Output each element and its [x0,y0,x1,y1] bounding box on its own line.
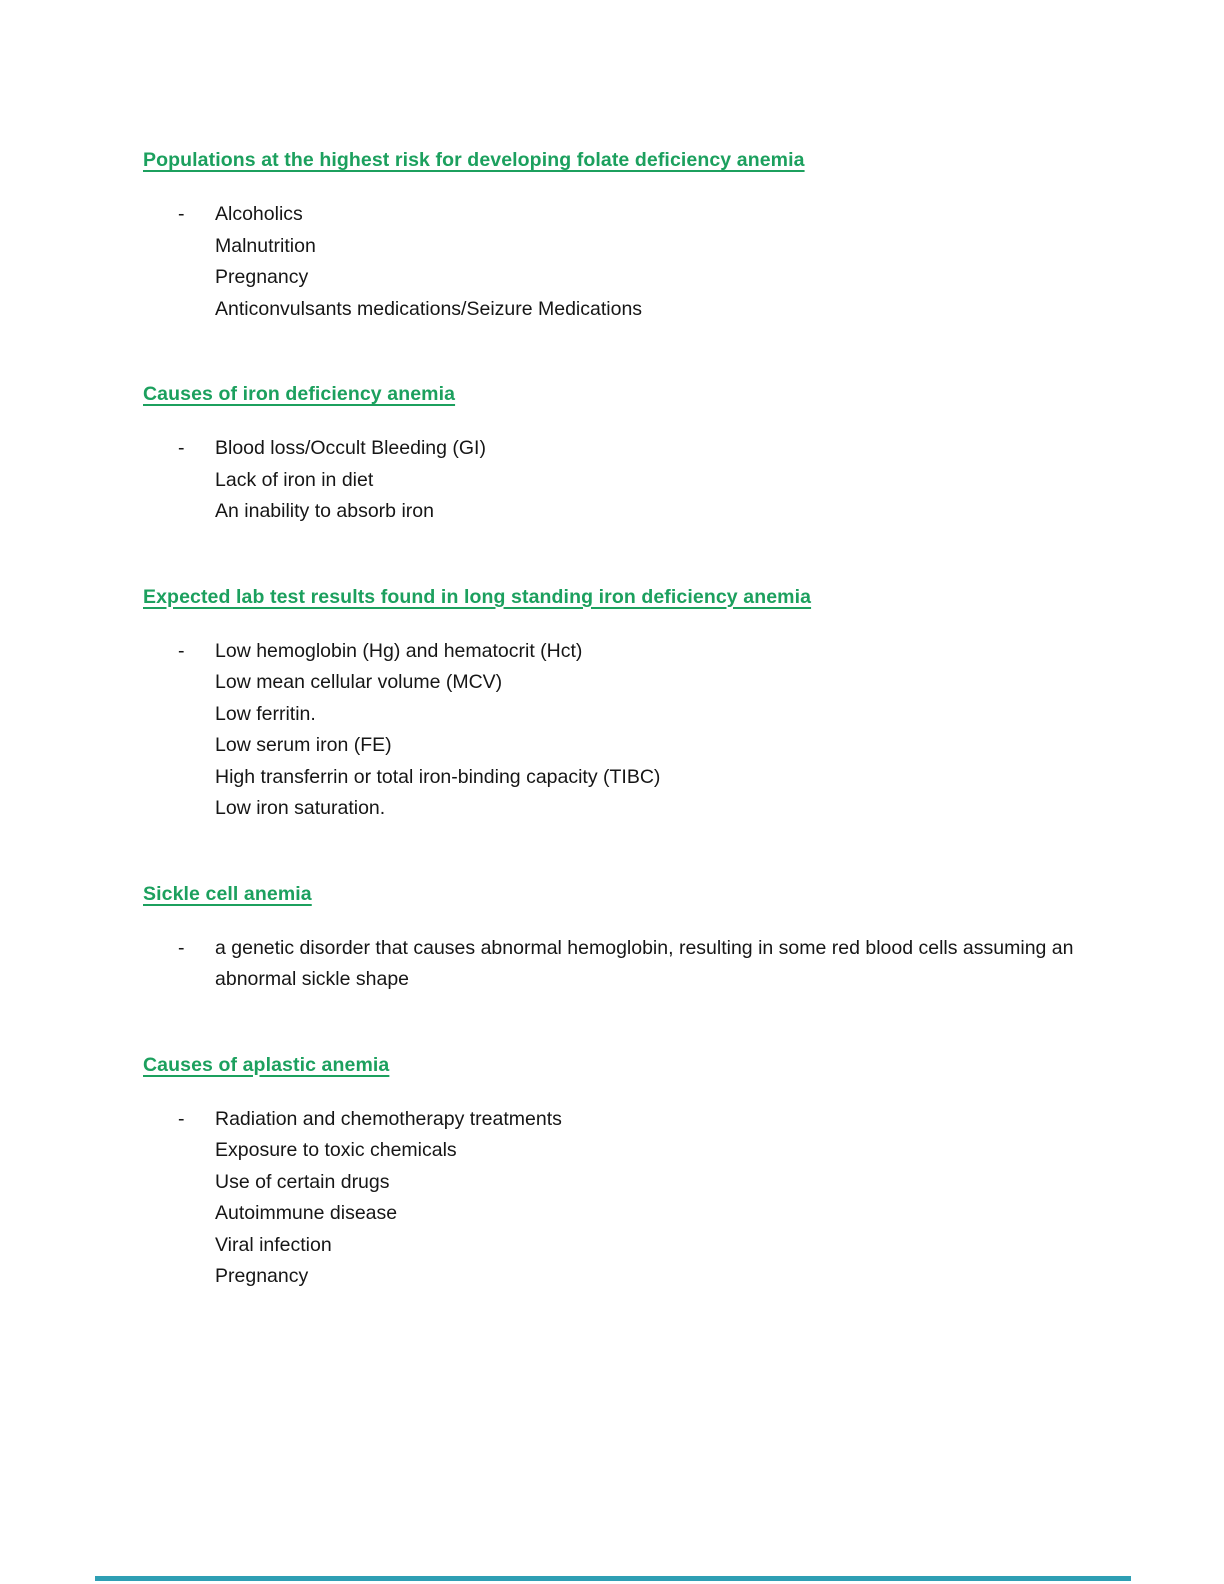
list-item: Malnutrition [215,234,316,257]
list-item: Alcoholics [215,203,303,225]
note-section [143,381,1129,528]
list-item: An inability to absorb iron [215,500,434,522]
footer-divider [95,1576,1131,1581]
list-item: a genetic disorder that causes abnormal hemoglobin, resulting in some red blood cells assuming an abnormal sickle shape [215,936,1074,990]
note-section [143,1052,1129,1293]
bullet-list [178,1104,1129,1293]
list-item: Low mean cellular volume (MCV) [215,671,503,693]
list-item: Exposure to toxic chemicals [215,1139,457,1161]
bullet-dash-marker: - [178,203,185,225]
bullet-item-lines [215,1104,562,1293]
list-item: Blood loss/Occult Bleeding (GI) [215,437,486,459]
section-heading: Sickle cell anemia [143,882,312,905]
list-item: High transferrin or total iron-binding capacity (TIBC) [215,765,661,788]
note-section [143,147,1129,325]
bullet-dash-marker: - [178,936,185,959]
bullet-item-lines [215,199,642,325]
list-item: Pregnancy [215,1265,309,1287]
bullet-dash-marker: - [178,1107,185,1130]
note-section [143,584,1129,825]
list-item: Use of certain drugs [215,1170,390,1193]
note-section [143,881,1129,996]
section-heading: Causes of aplastic anemia [143,1053,390,1076]
list-item: Anticonvulsants medications/Seizure Medications [215,297,643,320]
section-heading: Expected lab test results found in long standing iron deficiency anemia [143,585,812,608]
bullet-dash-marker: - [178,437,185,459]
list-item: Pregnancy [215,266,309,288]
bullet-item-lines [215,933,1095,996]
list-item: Low iron saturation. [215,797,386,819]
bullet-item-lines [215,636,660,825]
bullet-dash-marker: - [178,639,185,662]
list-item: Viral infection [215,1233,332,1256]
section-heading: Populations at the highest risk for developing folate deficiency anemia [143,149,805,171]
list-item: Low hemoglobin (Hg) and hematocrit (Hct) [215,639,583,662]
bullet-item-lines [215,433,486,528]
bullet-list [178,933,1129,996]
list-item: Autoimmune disease [215,1202,398,1224]
list-item: Lack of iron in diet [215,468,374,491]
list-item: Radiation and chemotherapy treatments [215,1107,562,1130]
list-item: Low serum iron (FE) [215,734,392,756]
bullet-list [178,636,1129,825]
bullet-list [178,199,1129,325]
notes-content [143,147,1129,1293]
section-heading: Causes of iron deficiency anemia [143,383,456,405]
bullet-list [178,433,1129,528]
list-item: Low ferritin. [215,702,316,725]
